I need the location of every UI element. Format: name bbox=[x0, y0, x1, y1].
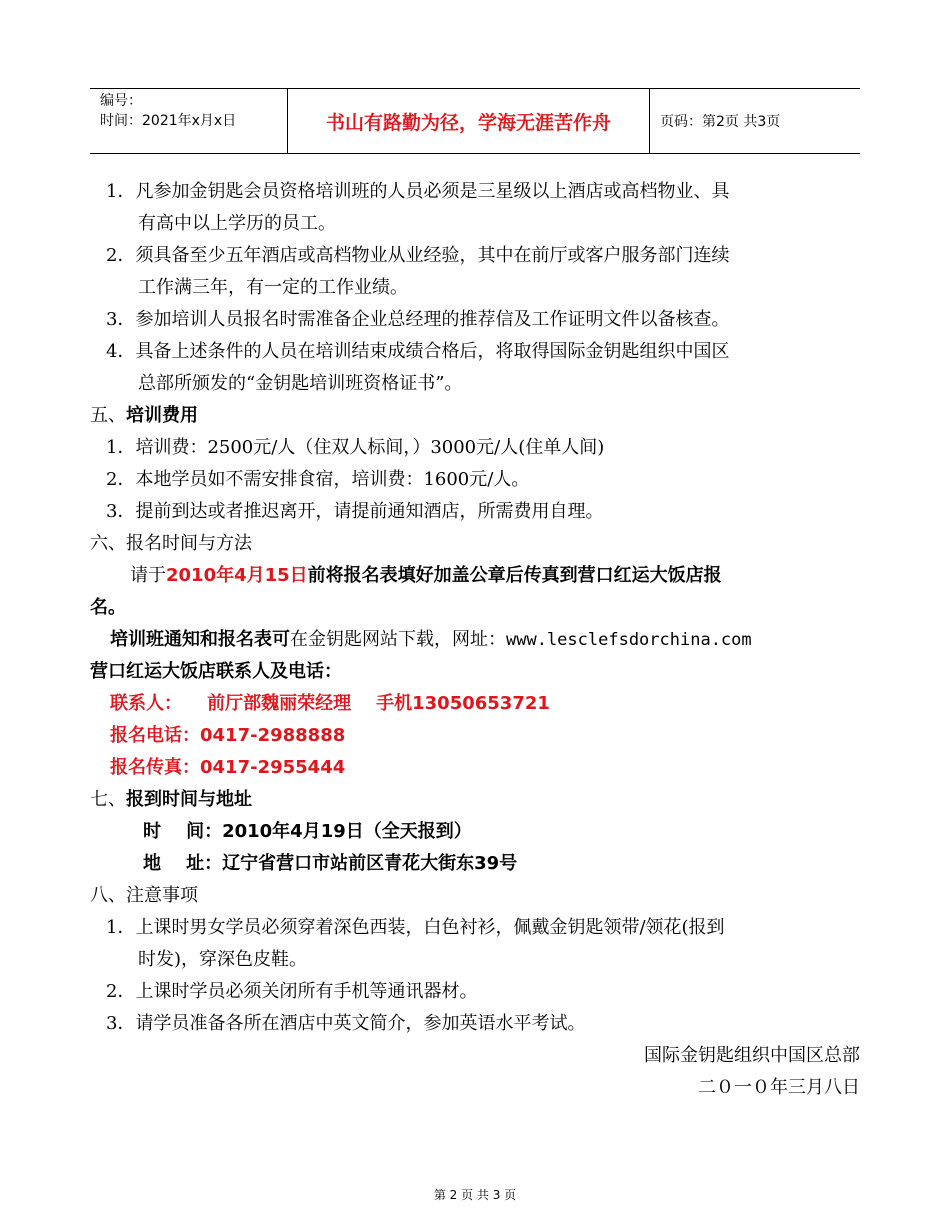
header-motto: 书山有路勤为径，学海无涯苦作舟 bbox=[288, 89, 650, 153]
section-heading-notes: 八、注意事项 bbox=[90, 885, 198, 906]
header-meta bbox=[90, 89, 288, 153]
section-heading-fees: 五、培训费用 bbox=[90, 405, 198, 426]
page-footer: 第 2 页 共 3 页 bbox=[433, 1188, 517, 1202]
registration-paragraph: 请于2010年4月15日前将报名表填好加盖公章后传真到营口红运大饭店报 bbox=[130, 565, 722, 586]
list-item: 3．参加培训人员报名时需准备企业总经理的推荐信及工作证明文件以备核查。 bbox=[106, 309, 730, 330]
registration-paragraph-continuation: 名。 bbox=[90, 597, 126, 618]
document-time-label: 时间：2021年x月x日 bbox=[100, 113, 237, 129]
document-body bbox=[90, 176, 860, 1104]
registration-fax: 报名传真：0417-2955444 bbox=[110, 757, 346, 778]
page-header bbox=[90, 88, 860, 154]
contact-person: 联系人： 前厅部魏丽荣经理 手机13050653721 bbox=[110, 693, 550, 714]
registration-phone: 报名电话：0417-2988888 bbox=[110, 725, 346, 746]
list-item: 1．培训费：2500元/人（住双人标间，）3000元/人(住单人间) bbox=[106, 437, 605, 458]
document-number-label: 编号： bbox=[100, 93, 142, 109]
download-paragraph: 培训班通知和报名表可在金钥匙网站下载，网址：www.lesclefsdorchina.com bbox=[110, 629, 752, 650]
list-item: 1．上课时男女学员必须穿着深色西装，白色衬衫，佩戴金钥匙领带/领花(报到 bbox=[106, 917, 725, 938]
list-item: 2．上课时学员必须关闭所有手机等通讯器材。 bbox=[106, 981, 478, 1002]
list-item-continuation: 工作满三年，有一定的工作业绩。 bbox=[138, 277, 408, 298]
contact-title: 营口红运大饭店联系人及电话： bbox=[90, 661, 342, 682]
list-item-continuation: 总部所颁发的“金钥匙培训班资格证书”。 bbox=[138, 373, 463, 394]
signature-organization: 国际金钥匙组织中国区总部 bbox=[644, 1045, 860, 1066]
list-item: 2．本地学员如不需安排食宿，培训费：1600元/人。 bbox=[106, 469, 530, 490]
section-heading-registration: 六、报名时间与方法 bbox=[90, 533, 252, 554]
list-item: 2．须具备至少五年酒店或高档物业从业经验，其中在前厅或客户服务部门连续 bbox=[106, 245, 730, 266]
check-in-address: 地 址：辽宁省营口市站前区青花大街东39号 bbox=[143, 853, 518, 874]
header-page-info: 页码：第2页 共3页 bbox=[660, 114, 781, 130]
website-link[interactable]: www.lesclefsdorchina.com bbox=[506, 630, 752, 650]
list-item: 1．凡参加金钥匙会员资格培训班的人员必须是三星级以上酒店或高档物业、具 bbox=[106, 181, 730, 202]
list-item: 4．具备上述条件的人员在培训结束成绩合格后，将取得国际金钥匙组织中国区 bbox=[106, 341, 730, 362]
list-item-continuation: 有高中以上学历的员工。 bbox=[138, 213, 336, 234]
signature-date: 二０一０年三月八日 bbox=[698, 1077, 860, 1098]
list-item: 3．提前到达或者推迟离开，请提前通知酒店，所需费用自理。 bbox=[106, 501, 604, 522]
section-heading-check-in: 七、报到时间与地址 bbox=[90, 789, 252, 810]
list-item-continuation: 时发)，穿深色皮鞋。 bbox=[138, 949, 308, 970]
check-in-time: 时 间：2010年4月19日（全天报到） bbox=[143, 821, 472, 842]
list-item: 3．请学员准备各所在酒店中英文简介，参加英语水平考试。 bbox=[106, 1013, 586, 1034]
